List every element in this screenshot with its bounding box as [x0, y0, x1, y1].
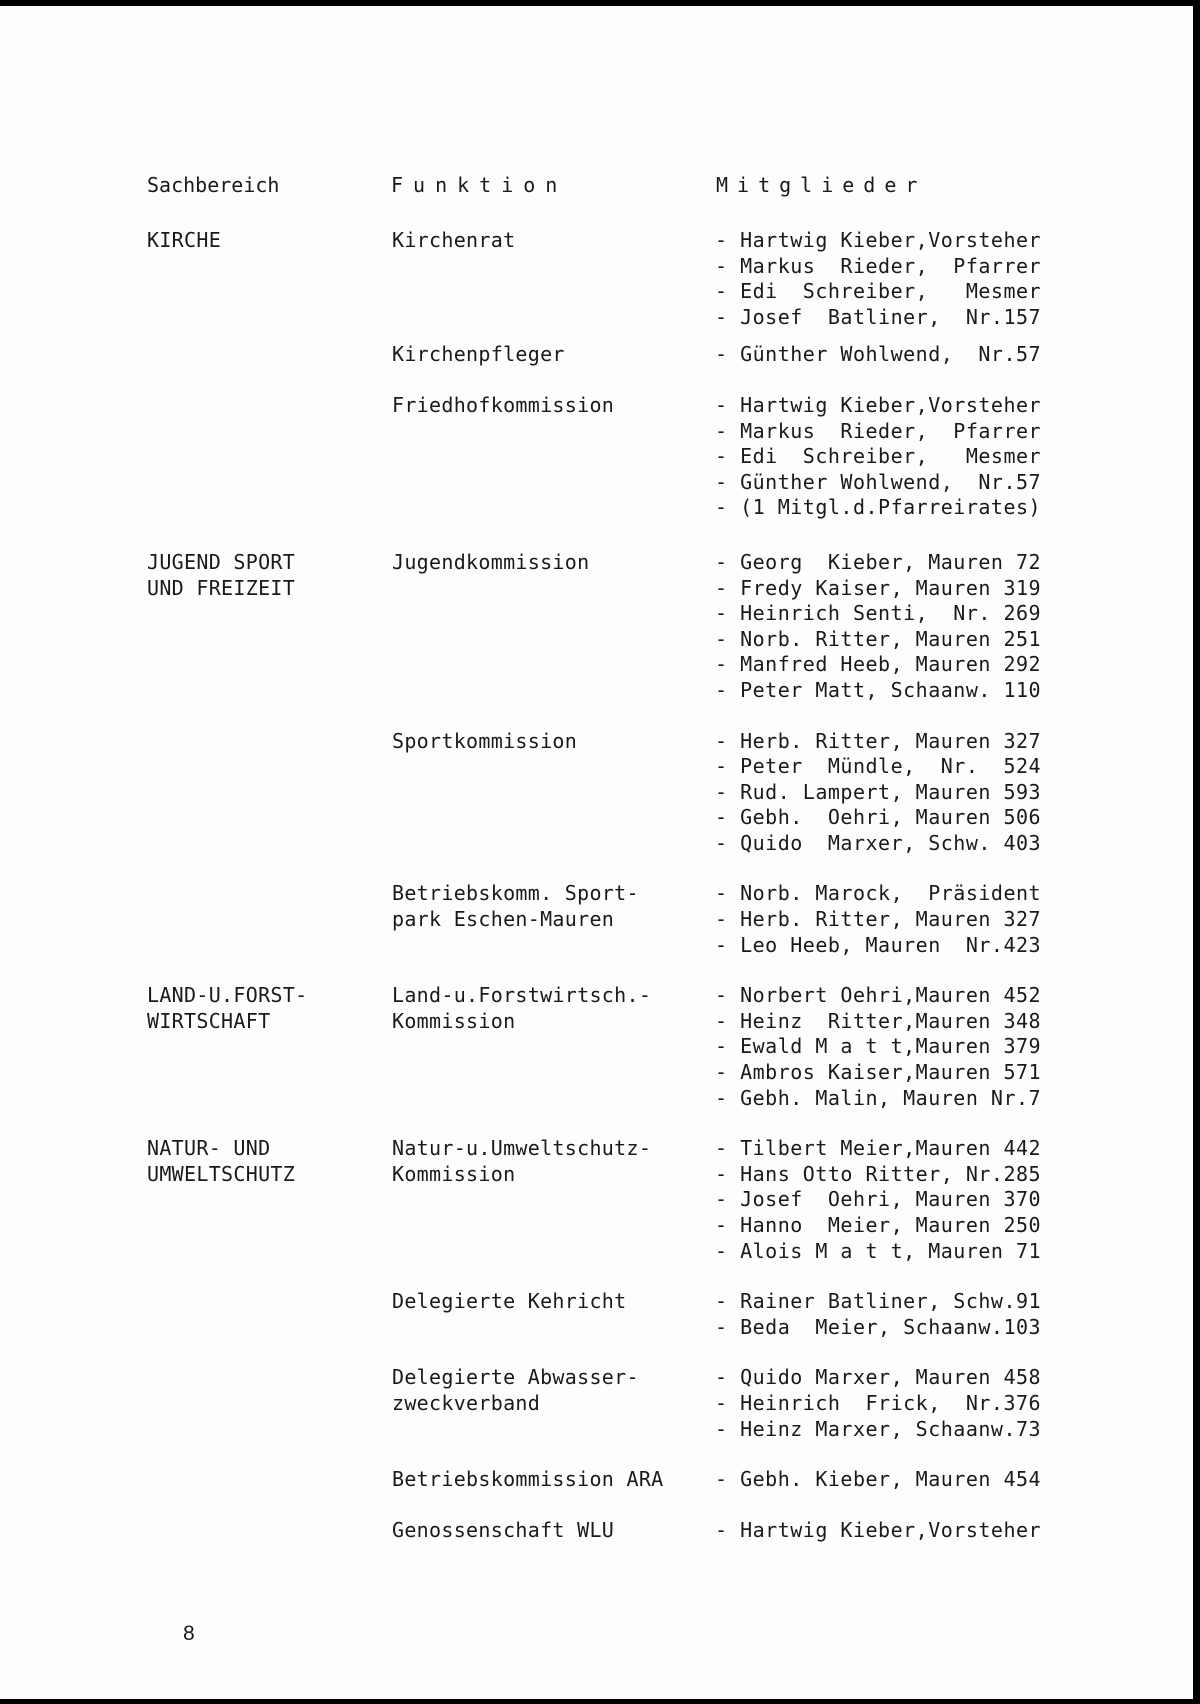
sachbereich-cell [147, 1136, 392, 1264]
member-line: - Leo Heeb, Mauren Nr.423 [715, 932, 1042, 957]
table-row [0, 342, 1193, 368]
member-line: - Hartwig Kieber,Vorsteher [715, 228, 1042, 252]
member-line: - Heinz Marxer, Schaanw.73 [715, 1416, 1042, 1441]
function-line: Delegierte Kehricht [392, 1289, 627, 1314]
funktion-cell [392, 729, 715, 857]
member-line: - Fredy Kaiser, Mauren 319 [715, 575, 1042, 600]
table-row [0, 228, 1193, 330]
member-line: - Manfred Heeb, Mauren 292 [715, 652, 1042, 677]
table-row [0, 1518, 1193, 1544]
member-line: - Tilbert Meier,Mauren 442 [715, 1136, 1042, 1161]
member-line: - Heinz Ritter,Mauren 348 [715, 1008, 1042, 1033]
function-line: zweckverband [392, 1390, 541, 1415]
member-line: - Günther Wohlwend, Nr.57 [715, 342, 1042, 367]
function-line: Kirchenrat [392, 228, 516, 252]
member-line: - Hartwig Kieber,Vorsteher [715, 392, 1042, 417]
area-line: KIRCHE [147, 228, 222, 252]
sachbereich-cell [147, 729, 392, 857]
member-line: - Edi Schreiber, Mesmer [715, 279, 1042, 304]
member-line: - Josef Batliner, Nr.157 [715, 304, 1042, 329]
area-line: LAND-U.FORST- [147, 983, 308, 1008]
table-row [0, 550, 1193, 704]
member-line: - Hans Otto Ritter, Nr.285 [715, 1161, 1042, 1186]
mitglieder-cell [715, 550, 1045, 704]
table-row [0, 1365, 1193, 1442]
table-row [0, 983, 1193, 1111]
funktion-cell [392, 983, 715, 1111]
function-line: park Eschen-Mauren [392, 907, 615, 932]
sachbereich-cell [147, 1518, 392, 1544]
document-page [0, 6, 1193, 1699]
member-line: - Ambros Kaiser,Mauren 571 [715, 1060, 1042, 1085]
sachbereich-cell [147, 550, 392, 704]
member-line: - Josef Oehri, Mauren 370 [715, 1187, 1042, 1212]
area-line: JUGEND SPORT [147, 549, 296, 574]
member-line: - Georg Kieber, Mauren 72 [715, 549, 1042, 574]
member-line: - Gebh. Oehri, Mauren 506 [715, 805, 1042, 830]
mitglieder-cell [715, 1518, 1045, 1544]
table-row [0, 1289, 1193, 1340]
funktion-cell [392, 881, 715, 958]
sachbereich-cell [147, 1365, 392, 1442]
funktion-cell [392, 342, 715, 368]
member-line: - Gebh. Malin, Mauren Nr.7 [715, 1085, 1042, 1110]
mitglieder-cell [715, 1136, 1045, 1264]
member-line: - Gebh. Kieber, Mauren 454 [715, 1467, 1042, 1492]
funktion-cell [392, 1365, 715, 1442]
member-line: - Quido Marxer, Schw. 403 [715, 830, 1042, 855]
member-line: - Norb. Marock, Präsident [715, 881, 1042, 906]
mitglieder-cell [715, 228, 1045, 330]
sachbereich-cell [147, 881, 392, 958]
function-line: Sportkommission [392, 728, 578, 753]
mitglieder-cell [715, 342, 1045, 368]
sachbereich-cell [147, 393, 392, 521]
member-line: - (1 Mitgl.d.Pfarreirates) [715, 495, 1042, 520]
mitglieder-cell [715, 1365, 1045, 1442]
function-line: Friedhofkommission [392, 392, 615, 417]
table-row [0, 881, 1193, 958]
header-sachbereich: Sachbereich [147, 173, 280, 197]
function-line: Kirchenpfleger [392, 342, 565, 367]
header-mitglieder: Mitglieder [716, 173, 927, 197]
funktion-cell [392, 228, 715, 330]
function-line: Land-u.Forstwirtsch.- [392, 983, 652, 1008]
mitglieder-cell [715, 729, 1045, 857]
member-line: - Ewald M a t t,Mauren 379 [715, 1034, 1042, 1059]
member-line: - Heinrich Senti, Nr. 269 [715, 601, 1042, 626]
member-line: - Markus Rieder, Pfarrer [715, 418, 1042, 443]
member-line: - Norbert Oehri,Mauren 452 [715, 983, 1042, 1008]
member-line: - Hanno Meier, Mauren 250 [715, 1213, 1042, 1237]
function-line: Betriebskomm. Sport- [392, 881, 639, 906]
sachbereich-cell [147, 1289, 392, 1340]
table-row [0, 1136, 1193, 1264]
page-number: 8 [183, 1622, 195, 1645]
member-line: - Günther Wohlwend, Nr.57 [715, 469, 1042, 494]
table-row [0, 729, 1193, 857]
area-line: NATUR- UND [147, 1136, 271, 1161]
function-line: Betriebskommission ARA [392, 1467, 664, 1492]
sachbereich-cell [147, 342, 392, 368]
table-row [0, 393, 1193, 521]
member-line: - Rud. Lampert, Mauren 593 [715, 779, 1042, 804]
funktion-cell [392, 550, 715, 704]
member-line: - Heinrich Frick, Nr.376 [715, 1390, 1042, 1415]
member-line: - Peter Mündle, Nr. 524 [715, 754, 1042, 779]
function-line: Genossenschaft WLU [392, 1517, 615, 1542]
funktion-cell [392, 1289, 715, 1340]
member-line: - Herb. Ritter, Mauren 327 [715, 907, 1042, 932]
member-line: - Peter Matt, Schaanw. 110 [715, 677, 1042, 702]
member-line: - Beda Meier, Schaanw.103 [715, 1314, 1042, 1339]
member-line: - Herb. Ritter, Mauren 327 [715, 728, 1042, 753]
funktion-cell [392, 1467, 715, 1493]
function-line: Kommission [392, 1161, 516, 1186]
table-row [0, 1467, 1193, 1493]
function-line: Kommission [392, 1008, 516, 1033]
function-line: Natur-u.Umweltschutz- [392, 1136, 652, 1161]
function-line: Delegierte Abwasser- [392, 1365, 639, 1390]
member-line: - Norb. Ritter, Mauren 251 [715, 626, 1042, 651]
header-funktion: Funktion [391, 173, 568, 197]
area-line: WIRTSCHAFT [147, 1008, 271, 1033]
sachbereich-cell [147, 228, 392, 330]
mitglieder-cell [715, 983, 1045, 1111]
area-line: UND FREIZEIT [147, 575, 296, 600]
funktion-cell [392, 1518, 715, 1544]
funktion-cell [392, 393, 715, 521]
mitglieder-cell [715, 1289, 1045, 1340]
sachbereich-cell [147, 983, 392, 1111]
area-line: UMWELTSCHUTZ [147, 1161, 296, 1186]
member-line: - Edi Schreiber, Mesmer [715, 444, 1042, 469]
function-line: Jugendkommission [392, 549, 590, 574]
mitglieder-cell [715, 1467, 1045, 1493]
funktion-cell [392, 1136, 715, 1264]
mitglieder-cell [715, 393, 1045, 521]
member-line: - Alois M a t t, Mauren 71 [715, 1238, 1042, 1263]
sachbereich-cell [147, 1467, 392, 1493]
mitglieder-cell [715, 881, 1045, 958]
member-line: - Hartwig Kieber,Vorsteher [715, 1517, 1042, 1542]
member-line: - Quido Marxer, Mauren 458 [715, 1365, 1042, 1390]
member-line: - Rainer Batliner, Schw.91 [715, 1289, 1042, 1314]
committee-table [0, 228, 1193, 1543]
member-line: - Markus Rieder, Pfarrer [715, 253, 1042, 278]
